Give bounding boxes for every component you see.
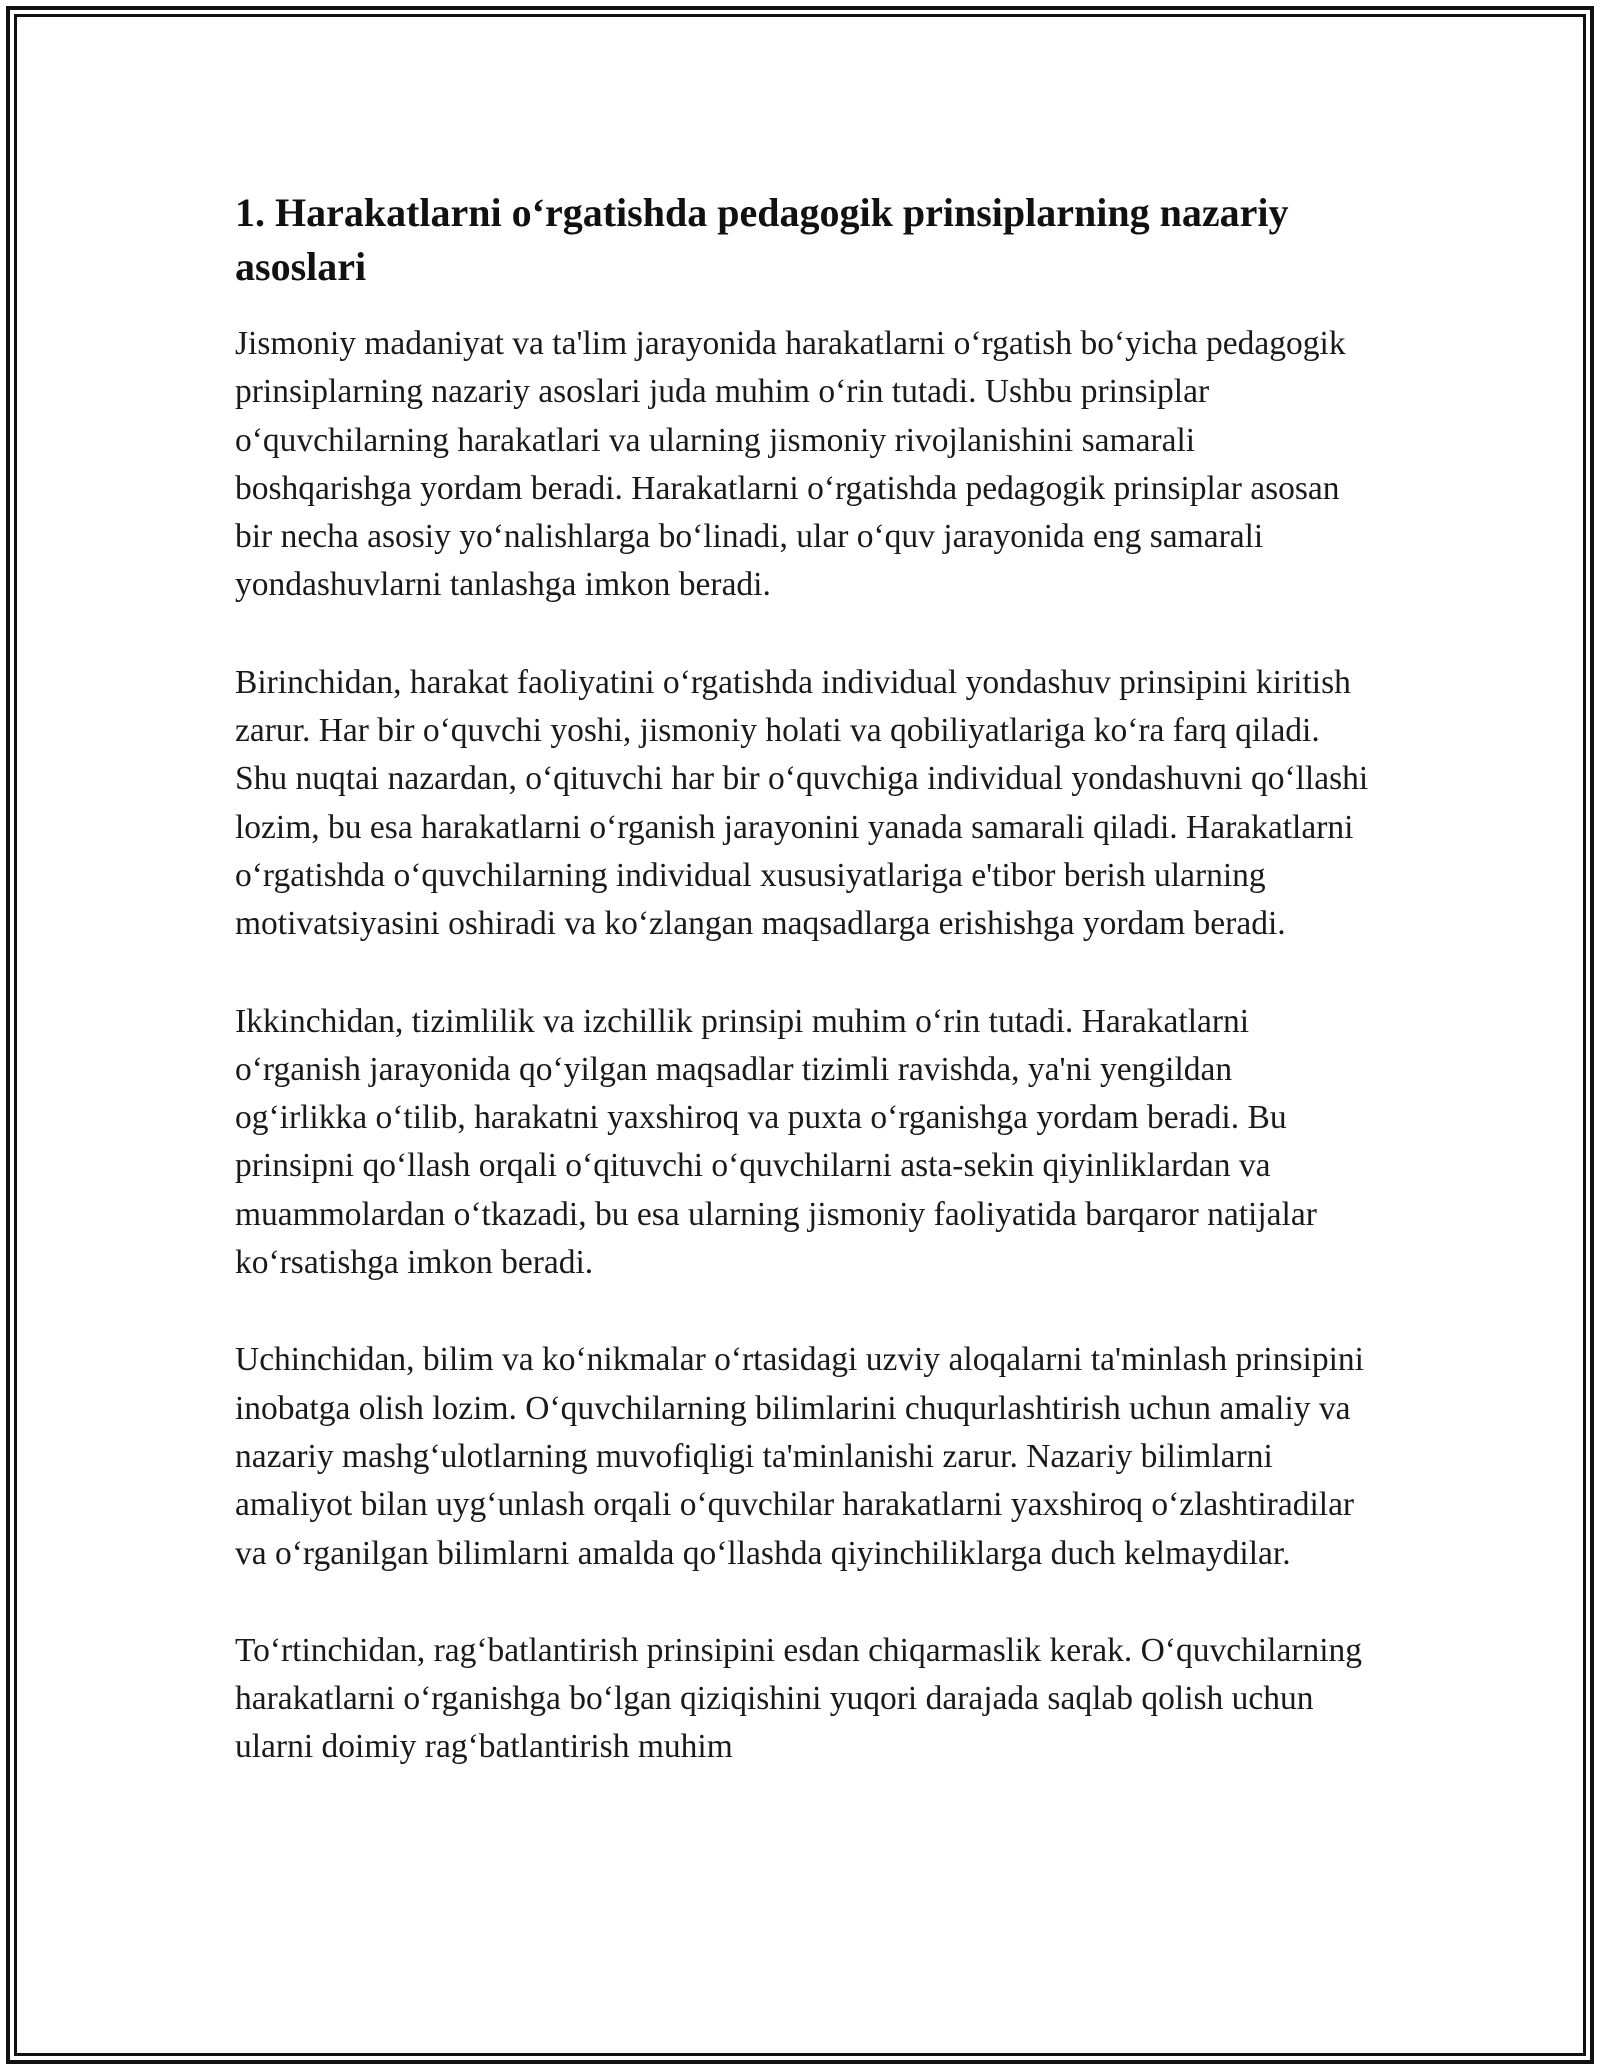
- paragraph-first-principle: Birinchidan, harakat faoliyatini o‘rgatishda individual yondashuv prinsipini kiritish zarur. Har bir o‘quvchi yoshi, jismoniy holati va qobiliyatlariga ko‘ra farq qiladi. Shu nuqtai nazardan, o‘qituvchi har bir o‘quvchiga individual yondashuvni qo‘llashi lozim, bu esa harakatlarni o‘rganish jarayonini yanada samarali qiladi. Harakatlarni o‘rgatishda o‘quvchilarning individual xususiyatlariga e'tibor berish ularning motivatsiyasini oshiradi va ko‘zlangan maqsadlarga erishishga yordam beradi.: [235, 663, 1369, 943]
- paragraph-intro: Jismoniy madaniyat va ta'lim jarayonida harakatlarni o‘rgatish bo‘yicha pedagogik prinsiplarning nazariy asoslari juda muhim o‘rin tutadi. Ushbu prinsiplar o‘quvchilarning harakatlari va ularning jismoniy rivojlanishini samarali boshqarishga yordam beradi. Harakatlarni o‘rgatishda pedagogik prinsiplar asosan bir necha asosiy yo‘nalishlarga bo‘linadi, ular o‘quv jarayonida eng samarali yondashuvlarni tanlashga imkon beradi.: [235, 325, 1346, 604]
- section-heading: 1. Harakatlarni o‘rgatishda pedagogik prinsiplarning nazariy asoslari: [235, 190, 1289, 289]
- paragraph-second-principle: Ikkinchidan, tizimlilik va izchillik prinsipi muhim o‘rin tutadi. Harakatlarni o‘rganish jarayonida qo‘yilgan maqsadlar tizimli ravishda, ya'ni yengildan og‘irlikka o‘tilib, harakatni yaxshiroq va puxta o‘rganishga yordam beradi. Bu prinsipni qo‘llash orqali o‘qituvchi o‘quvchilarni asta-sekin qiyinliklardan va muammolardan o‘tkazadi, bu esa ularning jismoniy faoliyatida barqaror natijalar ko‘rsatishga imkon beradi.: [235, 1002, 1317, 1282]
- paragraph-third-principle: Uchinchidan, bilim va ko‘nikmalar o‘rtasidagi uzviy aloqalarni ta'minlash prinsipini inobatga olish lozim. O‘quvchilarning bilimlarini chuqurlashtirish uchun amaliy va nazariy mashg‘ulotlarning muvofiqligi ta'minlanishi zarur. Nazariy bilimlarni amaliyot bilan uyg‘unlash orqali o‘quvchilar harakatlarni yaxshiroq o‘zlashtiradilar va o‘rganilgan bilimlarni amalda qo‘llashda qiyinchiliklarga duch kelmaydilar.: [235, 1341, 1364, 1572]
- document-body: [235, 186, 1370, 1772]
- paragraph-fourth-principle: To‘rtinchidan, rag‘batlantirish prinsipini esdan chiqarmaslik kerak. O‘quvchilarning harakatlarni o‘rganishga bo‘lgan qiziqishini yuqori darajada saqlab qolish uchun ularni doimiy rag‘batlantirish muhim: [235, 1631, 1363, 1766]
